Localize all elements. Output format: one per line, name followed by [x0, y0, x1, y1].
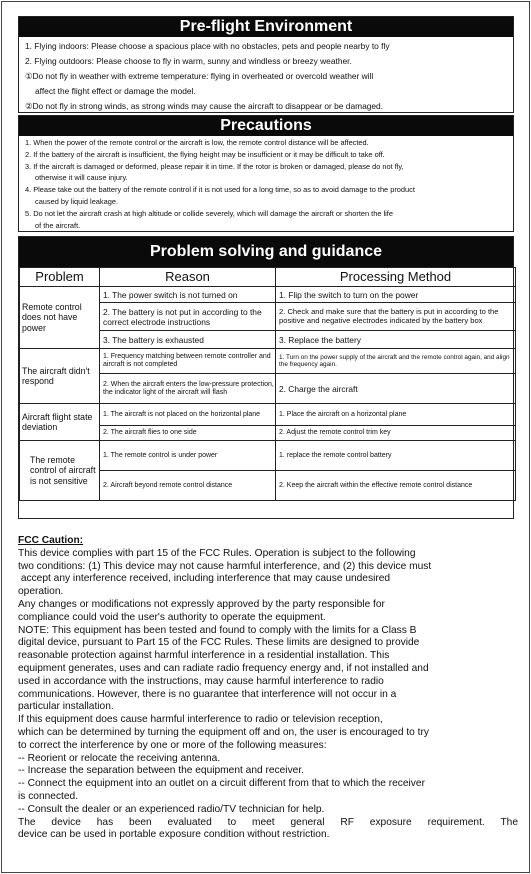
preflight-body — [19, 37, 513, 117]
preflight-line: ②Do not fly in strong winds, as strong winds may cause the aircraft to disappear or be damaged. — [25, 101, 384, 111]
method-cell: 1. Flip the switch to turn on the power — [276, 287, 516, 303]
precaution-line: 1. When the power of the remote control or the aircraft is low, the remote control distance will be affected. — [25, 138, 369, 147]
preflight-section — [18, 16, 514, 113]
method-cell: 1. Place the aircraft on a horizontal plane — [276, 404, 516, 426]
table-row — [20, 349, 516, 374]
reason-cell: 1. The remote control is under power — [100, 441, 276, 471]
method-cell: 2. Adjust the remote control trim key — [276, 426, 516, 441]
precautions-section — [18, 115, 514, 232]
fcc-line: particular installation. — [18, 701, 114, 713]
fcc-line: communications. However, there is no guarantee that interference will not occur in a — [18, 688, 397, 700]
preflight-line: affect the flight effect or damage the model. — [35, 86, 196, 96]
preflight-line: 2. Flying outdoors: Please choose to fly in warm, sunny and windless or breezy weather. — [25, 56, 352, 66]
problem-cell: The aircraft didn't respond — [20, 349, 100, 404]
preflight-line: 1. Flying indoors: Please choose a spacious place with no obstacles, pets and people nearby to fly — [25, 41, 390, 51]
fcc-line: -- Increase the separation between the equipment and receiver. — [18, 765, 304, 777]
fcc-line: two conditions: (1) This device may not cause harmful interference, and (2) this device must — [18, 560, 432, 572]
precaution-line: caused by liquid leakage. — [35, 196, 118, 206]
fcc-line: reasonable protection against harmful interference in a residential installation. This — [18, 650, 390, 662]
fcc-line: accept any interference received, including interference that may cause undesired — [18, 573, 391, 585]
fcc-line: which can be determined by turning the equipment off and on, the user is encouraged to try — [18, 726, 429, 738]
precaution-line: 3. If the aircraft is damaged or deformed, please repair it in time. If the rotor is broken or damaged, please do not fly, — [25, 161, 404, 171]
reason-cell: 1. Frequency matching between remote controller and aircraft is not completed — [100, 349, 276, 374]
fcc-line: -- Connect the equipment into an outlet on a circuit different from that to which the receiver — [18, 778, 425, 790]
fcc-line: -- Reorient or relocate the receiving antenna. — [18, 752, 221, 764]
reason-cell: 3. The battery is exhausted — [100, 331, 276, 349]
fcc-line: The device has been evaluated to meet general RF exposure requirement. The — [18, 816, 518, 828]
fcc-line: to correct the interference by one or more of the following measures: — [18, 739, 327, 751]
fcc-section — [18, 535, 518, 842]
fcc-line: is connected. — [18, 790, 79, 802]
precaution-line: 2. If the battery of the aircraft is insufficient, the flying height may be insufficient or it may be difficult to take off. — [25, 149, 385, 159]
fcc-title: FCC Caution: — [18, 535, 84, 546]
fcc-line: equipment generates, uses and can radiate radio frequency energy and, if not installed and — [18, 662, 429, 674]
fcc-line: used in accordance with the instructions, may cause harmful interference to radio — [18, 675, 384, 687]
precautions-title: Precautions — [19, 116, 513, 136]
troubleshooting-title: Problem solving and guidance — [19, 237, 513, 267]
fcc-line: device can be used in portable exposure condition without restriction. — [18, 829, 330, 841]
method-cell: 2. Check and make sure that the battery is put in according to the positive and negative electrodes indicated by the battery box — [276, 303, 516, 331]
troubleshooting-table — [19, 267, 516, 501]
reason-cell: 2. The battery is not put in according to the correct electrode instructions — [100, 303, 276, 331]
problem-cell: The remote control of aircraft is not sensitive — [20, 441, 100, 501]
method-cell: 1. replace the remote control battery — [276, 441, 516, 471]
fcc-line: Any changes or modifications not expressly approved by the party responsible for — [18, 598, 385, 610]
reason-cell: 2. Aircraft beyond remote control distance — [100, 471, 276, 501]
table-row — [20, 441, 516, 471]
precaution-line: of the aircraft. — [35, 220, 81, 230]
table-row — [20, 404, 516, 426]
table-header-row — [20, 268, 516, 287]
header-method: Processing Method — [276, 268, 516, 287]
precautions-body — [19, 136, 513, 234]
table-row — [20, 287, 516, 303]
reason-cell: 1. The power switch is not turned on — [100, 287, 276, 303]
precaution-line: otherwise it will cause injury. — [35, 173, 128, 183]
fcc-line: NOTE: This equipment has been tested and found to comply with the limits for a Class B — [18, 624, 417, 636]
method-cell: 1. Turn on the power supply of the aircraft and the remote control again, and align the frequency again. — [276, 349, 516, 374]
preflight-line: ①Do not fly in weather with extreme temperature: flying in overheated or overcold weather will — [25, 71, 374, 81]
precaution-line: 5. Do not let the aircraft crash at high altitude or collide severely, which will damage the aircraft or shorten the life — [25, 208, 393, 218]
fcc-line: operation. — [18, 586, 64, 598]
problem-cell: Remote control does not have power — [20, 287, 100, 349]
troubleshooting-section — [18, 236, 514, 519]
reason-cell: 1. The aircraft is not placed on the horizontal plane — [100, 404, 276, 426]
reason-cell: 2. When the aircraft enters the low-pressure protection, the indicator light of the aircraft will flash — [100, 374, 276, 404]
method-cell: 3. Replace the battery — [276, 331, 516, 349]
reason-cell: 2. The aircraft flies to one side — [100, 426, 276, 441]
method-cell: 2. Charge the aircraft — [276, 374, 516, 404]
preflight-title: Pre-flight Environment — [19, 17, 513, 37]
fcc-line: If this equipment does cause harmful interference to radio or television reception, — [18, 714, 383, 726]
precaution-line: 4. Please take out the battery of the remote control if it is not used for a long time, so as to avoid damage to the product — [25, 185, 415, 195]
fcc-line: compliance could void the user's authority to operate the equipment. — [18, 611, 326, 623]
header-reason: Reason — [100, 268, 276, 287]
problem-cell: Aircraft flight state deviation — [20, 404, 100, 441]
fcc-line: This device complies with part 15 of the FCC Rules. Operation is subject to the following — [18, 547, 416, 559]
fcc-line: -- Consult the dealer or an experienced radio/TV technician for help. — [18, 803, 325, 815]
header-problem: Problem — [20, 268, 100, 287]
method-cell: 2. Keep the aircraft within the effective remote control distance — [276, 471, 516, 501]
fcc-line: digital device, pursuant to Part 15 of the FCC Rules. These limits are designed to provide — [18, 637, 420, 649]
